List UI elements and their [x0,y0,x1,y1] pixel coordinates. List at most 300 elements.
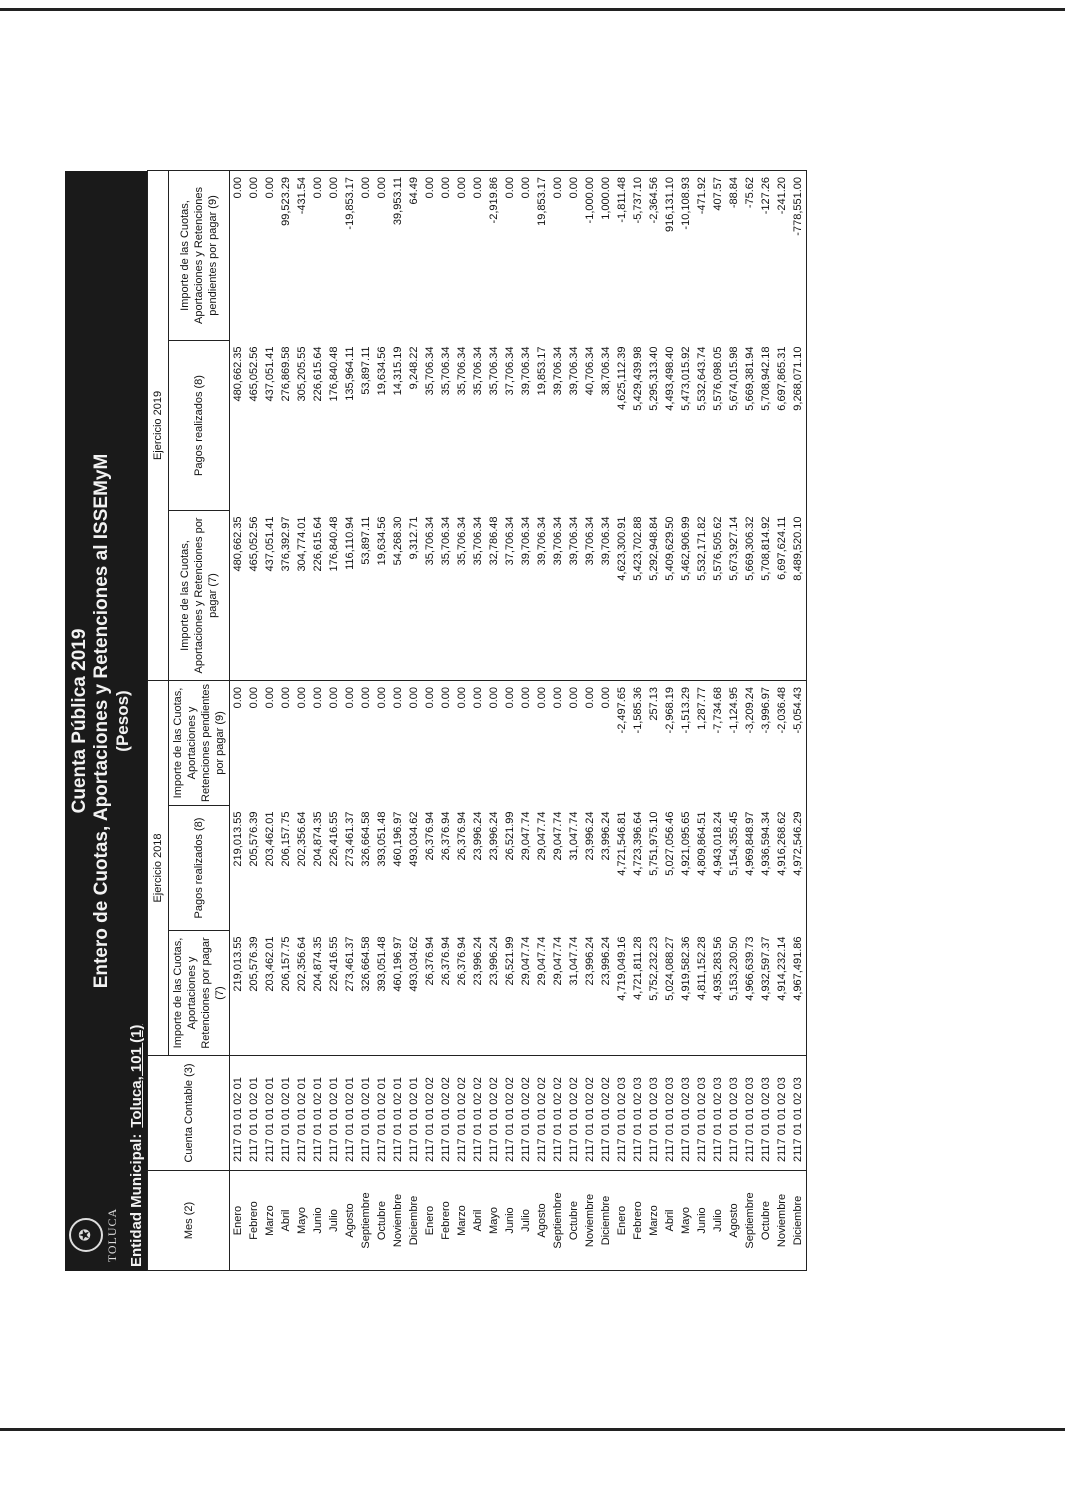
table-row [358,170,374,1270]
cell-cuenta: 2117 01 01 02 01 [230,1056,247,1171]
cell-2019-pagos: 6,697,865.31 [776,346,788,411]
cell-cuenta: 2117 01 01 02 02 [454,1056,470,1171]
cell-2019-pendientes: -1,000.00 [582,170,598,340]
cell-2019-pendientes: 0.00 [358,170,374,340]
cell-2018-pendientes: -1,124.95 [728,686,740,734]
table-row [582,170,598,1270]
table-row [518,170,534,1270]
cell-2018-pagos: 460,196.97 [392,811,404,867]
cell-2018-importe: 4,935,283.56 [710,931,726,1056]
cell-2018-pendientes: 257.13 [648,686,660,721]
cell-2019-importe: 480,662.35 [230,510,247,680]
cell-2018-pagos: 204,874.35 [312,811,324,867]
cell-2018-pagos: 4,809,864.51 [696,811,708,876]
cell-2019-pagos: 39,706.34 [568,346,580,396]
cell-2018-importe: 26,376.94 [422,931,438,1056]
cell-2019-importe: 376,392.97 [278,510,294,680]
cell-2019-importe: 8,489,520.10 [790,510,807,680]
cell-2018-pendientes: 0.00 [440,686,452,709]
cell-2018-importe: 23,996.24 [582,931,598,1056]
cell-2018-pendientes: 0.00 [408,686,420,709]
cell-2019-importe: 6,697,624.11 [774,510,790,680]
cell-2019-pagos: 480,662.35 [232,346,244,402]
cell-2018-importe: 29,047.74 [518,931,534,1056]
cell-2019-importe: 176,840.48 [326,510,342,680]
cell-2019-pagos: 4,625,112.39 [616,346,628,410]
table-row [438,170,454,1270]
rotated-page [10,0,1065,1496]
cell-2018-importe: 4,914,232.14 [774,931,790,1056]
cell-cuenta: 2117 01 01 02 03 [646,1056,662,1171]
cell-2019-pagos: 39,706.34 [552,346,564,396]
cell-2018-pagos: 219,013.55 [232,811,244,867]
table-row [406,170,422,1270]
cell-2019-importe: 5,462,906.99 [678,510,694,680]
cell-2018-pendientes: -3,209.24 [744,686,756,734]
cell-2018-pendientes: -1,513.29 [680,686,692,734]
cell-2019-pendientes: 0.00 [518,170,534,340]
col-2018-importe: Importe de las Cuotas, Aportaciones y Retenciones por pagar (7) [169,931,230,1056]
cell-mes: Febrero [246,1171,262,1271]
cell-mes: Febrero [438,1171,454,1271]
cell-2018-pendientes: 0.00 [536,686,548,709]
cell-2018-pagos: 4,723,396.64 [632,811,644,876]
cell-2018-importe: 4,721,811.28 [630,931,646,1056]
cell-2019-importe: 39,706.34 [582,510,598,680]
cell-mes: Abril [278,1171,294,1271]
cell-mes: Julio [326,1171,342,1271]
cell-cuenta: 2117 01 01 02 01 [342,1056,358,1171]
cell-2018-importe: 23,996.24 [470,931,486,1056]
cell-2018-pagos: 29,047.74 [520,811,532,861]
cell-2019-pendientes: 0.00 [326,170,342,340]
cell-cuenta: 2117 01 01 02 03 [790,1056,807,1171]
cell-cuenta: 2117 01 01 02 02 [582,1056,598,1171]
cell-2018-pendientes: -2,968.19 [664,686,676,734]
cell-cuenta: 2117 01 01 02 01 [406,1056,422,1171]
cell-2018-pagos: 23,996.24 [472,811,484,861]
cell-2019-pagos: 5,295,313.40 [648,346,660,411]
cell-mes: Octubre [374,1171,390,1271]
cell-2019-pendientes: 407.57 [710,170,726,340]
cell-2019-importe: 5,532,171.82 [694,510,710,680]
table-row [422,170,438,1270]
cell-2019-pendientes: 0.00 [438,170,454,340]
cell-2019-pendientes: -778,551.00 [790,170,807,340]
cell-2019-importe: 53,897.11 [358,510,374,680]
cell-2019-importe: 37,706.34 [502,510,518,680]
cell-mes: Junio [502,1171,518,1271]
cell-2018-importe: 4,719,049.16 [614,931,630,1056]
cell-mes: Enero [230,1171,247,1271]
cell-2018-importe: 393,051.48 [374,931,390,1056]
cell-mes: Enero [422,1171,438,1271]
cell-2018-pagos: 4,916,268.62 [776,811,788,876]
cell-2019-pendientes: -431.54 [294,170,310,340]
cell-2019-pendientes: -75.62 [742,170,758,340]
cell-2018-importe: 4,966,639.73 [742,931,758,1056]
cell-cuenta: 2117 01 01 02 03 [742,1056,758,1171]
table-row [758,170,774,1270]
cell-cuenta: 2117 01 01 02 02 [470,1056,486,1171]
cell-cuenta: 2117 01 01 02 03 [630,1056,646,1171]
cell-2018-importe: 4,919,582.36 [678,931,694,1056]
report-units: (Pesos) [113,690,132,752]
cell-2019-pagos: 5,473,015.92 [680,346,692,411]
cell-2018-pagos: 26,376.94 [456,811,468,861]
cell-2018-pendientes: 0.00 [600,686,612,709]
cell-2019-pagos: 19,853.17 [536,346,548,396]
cell-2019-pagos: 35,706.34 [488,346,500,396]
cell-mes: Julio [710,1171,726,1271]
cell-2019-pendientes: 0.00 [454,170,470,340]
cell-2018-pagos: 202,356.64 [296,811,308,867]
cell-mes: Abril [470,1171,486,1271]
cell-cuenta: 2117 01 01 02 03 [662,1056,678,1171]
cell-2018-pendientes: 0.00 [504,686,516,709]
cell-2018-importe: 26,376.94 [438,931,454,1056]
cell-2019-pendientes: 0.00 [566,170,582,340]
cell-mes: Julio [518,1171,534,1271]
table-row [310,170,326,1270]
cell-2018-pagos: 393,051.48 [376,811,388,867]
cell-cuenta: 2117 01 01 02 03 [774,1056,790,1171]
cell-cuenta: 2117 01 01 02 02 [518,1056,534,1171]
cell-2018-importe: 31,047.74 [566,931,582,1056]
col-mes: Mes (2) [148,1171,230,1271]
cell-2018-pendientes: 0.00 [456,686,468,709]
cell-2019-pendientes: -1,811.48 [614,170,630,340]
cell-2018-importe: 4,932,597.37 [758,931,774,1056]
cell-mes: Mayo [678,1171,694,1271]
table-row [486,170,502,1270]
cell-2019-pendientes: 0.00 [374,170,390,340]
cell-mes: Noviembre [390,1171,406,1271]
cell-2019-importe: 35,706.34 [438,510,454,680]
cell-2019-pagos: 19,634.56 [376,346,388,396]
cell-2019-pendientes: 99,523.29 [278,170,294,340]
cell-cuenta: 2117 01 01 02 01 [358,1056,374,1171]
cell-mes: Noviembre [582,1171,598,1271]
cell-mes: Diciembre [406,1171,422,1271]
table-row [470,170,486,1270]
table-row [678,170,694,1270]
cell-2018-pagos: 29,047.74 [552,811,564,861]
cell-2018-importe: 226,416.55 [326,931,342,1056]
cell-2019-pagos: 14,315.19 [392,346,404,396]
cell-2018-pendientes: 0.00 [472,686,484,709]
col-ejercicio-2018: Ejercicio 2018 [148,680,169,1055]
cell-2018-pendientes: 0.00 [488,686,500,709]
cell-cuenta: 2117 01 01 02 02 [566,1056,582,1171]
cell-2019-pendientes: 0.00 [550,170,566,340]
table-row [694,170,710,1270]
cell-2018-importe: 460,196.97 [390,931,406,1056]
cell-2018-pendientes: 0.00 [280,686,292,709]
cell-2019-importe: 437,051.41 [262,510,278,680]
cell-2018-pagos: 5,027,056.46 [664,811,676,876]
cell-2019-pagos: 5,429,439.98 [632,346,644,411]
cell-2018-importe: 5,153,230.50 [726,931,742,1056]
cell-2018-pendientes: 0.00 [296,686,308,709]
cell-2018-importe: 29,047.74 [534,931,550,1056]
cell-2019-importe: 4,623,300.91 [614,510,630,680]
cell-2019-importe: 5,423,702.88 [630,510,646,680]
cell-mes: Mayo [294,1171,310,1271]
table-row [534,170,550,1270]
cell-cuenta: 2117 01 01 02 01 [390,1056,406,1171]
cell-2018-importe: 273,461.37 [342,931,358,1056]
document [65,171,807,1271]
report-subtitle: Entero de Cuotas, Aportaciones y Retenciones al ISSEMyM [91,453,112,989]
cell-2019-pagos: 37,706.34 [504,346,516,396]
cell-2018-pagos: 4,943,018.24 [712,811,724,876]
table-row [294,170,310,1270]
table-row [390,170,406,1270]
cell-mes: Agosto [726,1171,742,1271]
cell-2019-pendientes: 0.00 [310,170,326,340]
cell-2019-pendientes: -88.84 [726,170,742,340]
cell-mes: Marzo [262,1171,278,1271]
cell-2018-pagos: 31,047.74 [568,811,580,861]
cell-2019-importe: 5,409,629.50 [662,510,678,680]
cell-2019-importe: 5,292,948.84 [646,510,662,680]
cell-2019-pagos: 176,840.48 [328,346,340,402]
cell-2018-pagos: 23,996.24 [584,811,596,861]
cell-2019-pendientes: -2,919.86 [486,170,502,340]
cell-2018-pendientes: 0.00 [424,686,436,709]
cell-2018-importe: 29,047.74 [550,931,566,1056]
cell-2019-pendientes: -127.26 [758,170,774,340]
cell-2019-pagos: 305,205.55 [296,346,308,402]
cell-mes: Diciembre [790,1171,807,1271]
cell-mes: Agosto [342,1171,358,1271]
cell-2019-importe: 39,706.34 [534,510,550,680]
cell-mes: Enero [614,1171,630,1271]
cell-2018-pendientes: -2,497.65 [616,686,628,734]
cell-2019-pagos: 39,706.34 [520,346,532,396]
col-2019-pendientes: Importe de las Cuotas, Aportaciones y Retenciones pendientes por pagar (9) [169,170,230,340]
cell-2019-importe: 39,706.34 [566,510,582,680]
header-group-row [148,170,169,1270]
cell-2019-pendientes: -2,364.56 [646,170,662,340]
cell-2018-pagos: 29,047.74 [536,811,548,861]
cell-cuenta: 2117 01 01 02 03 [614,1056,630,1171]
cell-2018-pendientes: -5,054.43 [790,680,807,805]
cell-2018-pendientes: -3,996.97 [760,686,772,734]
table-row [774,170,790,1270]
cell-2019-pendientes: -5,737.10 [630,170,646,340]
cell-cuenta: 2117 01 01 02 02 [486,1056,502,1171]
cell-2019-pagos: 5,532,643.74 [696,346,708,411]
cell-2019-importe: 39,706.34 [518,510,534,680]
col-2019-importe: Importe de las Cuotas, Aportaciones y Retenciones por pagar (7) [169,510,230,680]
cell-2018-pagos: 273,461.37 [344,811,356,867]
cell-2019-pendientes: 1,000.00 [598,170,614,340]
cell-2019-pagos: 276,869.58 [280,346,292,402]
table-row [278,170,294,1270]
table-row [790,170,807,1270]
table-row [566,170,582,1270]
cell-2019-pendientes: 0.00 [422,170,438,340]
cell-2018-importe: 4,811,152.28 [694,931,710,1056]
table-row [262,170,278,1270]
cell-2018-pendientes: 0.00 [520,686,532,709]
cell-cuenta: 2117 01 01 02 03 [678,1056,694,1171]
cell-2018-importe: 26,521.99 [502,931,518,1056]
cell-2019-importe: 5,669,306.32 [742,510,758,680]
cell-2019-pagos: 5,576,098.05 [712,346,724,411]
cell-2018-pagos: 4,921,095.65 [680,811,692,876]
cell-2018-importe: 206,157.75 [278,931,294,1056]
cell-mes: Octubre [758,1171,774,1271]
table-row [326,170,342,1270]
cell-2019-importe: 35,706.34 [470,510,486,680]
cell-2019-pagos: 135,964.11 [344,346,356,401]
cell-2018-pendientes: 0.00 [568,686,580,709]
cell-2018-pagos: 5,154,355.45 [728,811,740,876]
cell-2018-pendientes: 0.00 [344,686,356,709]
report-title: Cuenta Pública 2019 [69,628,90,814]
table-row [502,170,518,1270]
cell-2018-importe: 203,462.01 [262,931,278,1056]
cell-2019-importe: 116,110.94 [342,510,358,680]
table-row [710,170,726,1270]
cell-cuenta: 2117 01 01 02 01 [262,1056,278,1171]
cell-2019-pendientes: 916,131.10 [662,170,678,340]
cell-2018-pagos: 203,462.01 [264,811,276,867]
cell-2018-pagos: 326,664.58 [360,811,372,867]
table-row [726,170,742,1270]
cell-2018-importe: 204,874.35 [310,931,326,1056]
cell-2018-importe: 326,664.58 [358,931,374,1056]
cell-mes: Septiembre [550,1171,566,1271]
cell-cuenta: 2117 01 01 02 03 [694,1056,710,1171]
col-ejercicio-2019: Ejercicio 2019 [148,170,169,680]
cell-cuenta: 2117 01 01 02 01 [326,1056,342,1171]
cell-2018-pagos: 5,751,975.10 [648,811,660,876]
cell-mes: Febrero [630,1171,646,1271]
cell-2019-pagos: 35,706.34 [424,346,436,396]
logo-text: TOLUCA [105,1207,119,1263]
cell-2018-pagos: 4,721,546.81 [616,811,628,876]
cell-2019-importe: 32,786.48 [486,510,502,680]
cell-mes: Diciembre [598,1171,614,1271]
cell-2018-pendientes: -7,734.68 [712,686,724,734]
cell-2019-importe: 226,615.64 [310,510,326,680]
cell-2018-pendientes: 0.00 [232,686,244,709]
cell-mes: Octubre [566,1171,582,1271]
cell-2019-pagos: 9,268,071.10 [790,340,807,510]
cell-2018-pagos: 493,034.62 [408,811,420,867]
cell-2018-pagos: 26,376.94 [424,811,436,861]
cell-2019-pendientes: -471.92 [694,170,710,340]
cell-2018-importe: 202,356.64 [294,931,310,1056]
cell-2019-pagos: 4,493,498.40 [664,346,676,411]
cell-2019-pendientes: -241.20 [774,170,790,340]
cell-cuenta: 2117 01 01 02 01 [374,1056,390,1171]
cell-2019-importe: 5,708,814.92 [758,510,774,680]
cell-2019-pendientes: 0.00 [502,170,518,340]
entity-line [128,1025,145,1267]
table-row [246,170,262,1270]
cell-2019-importe: 19,634.56 [374,510,390,680]
cell-2019-pagos: 9,248.22 [408,346,420,390]
cell-mes: Mayo [486,1171,502,1271]
cell-2018-pagos: 23,996.24 [600,811,612,861]
cell-2019-pagos: 35,706.34 [440,346,452,396]
cell-2018-pagos: 26,376.94 [440,811,452,861]
cell-mes: Junio [310,1171,326,1271]
cell-2019-importe: 35,706.34 [422,510,438,680]
coat-of-arms-icon: ✪ [69,1218,103,1252]
cell-2018-pagos: 4,969,848.97 [744,811,756,876]
table-row [454,170,470,1270]
cell-2019-pendientes: 0.00 [470,170,486,340]
cell-2018-pagos: 4,936,594.34 [760,811,772,876]
cell-2018-pagos: 205,576.39 [248,811,260,867]
cell-2019-importe: 54,268.30 [390,510,406,680]
table-row [630,170,646,1270]
cell-2019-importe: 5,673,927.14 [726,510,742,680]
cell-2019-pagos: 35,706.34 [456,346,468,396]
cell-2019-pendientes: -10,108.93 [678,170,694,340]
cell-2019-pagos: 5,669,381.94 [744,346,756,411]
cell-2018-pagos: 26,521.99 [504,811,516,861]
cell-2018-pendientes: 0.00 [312,686,324,709]
cell-2018-pendientes: 0.00 [584,686,596,709]
entity-label: Entidad Municipal: [128,1133,145,1267]
toluca-logo [69,1205,125,1265]
cell-cuenta: 2117 01 01 02 03 [726,1056,742,1171]
cell-cuenta: 2117 01 01 02 01 [246,1056,262,1171]
cell-2019-pagos: 40,706.34 [584,346,596,396]
table-row [646,170,662,1270]
cell-cuenta: 2117 01 01 02 03 [758,1056,774,1171]
cell-2019-pendientes: 0.00 [246,170,262,340]
cell-mes: Septiembre [358,1171,374,1271]
cell-2019-importe: 39,706.34 [550,510,566,680]
contributions-table [147,170,807,1271]
cell-2018-importe: 493,034.62 [406,931,422,1056]
cell-2018-pagos: 226,416.55 [328,811,340,867]
cell-cuenta: 2117 01 01 02 02 [422,1056,438,1171]
cell-2019-pendientes: 0.00 [262,170,278,340]
cell-2019-importe: 39,706.34 [598,510,614,680]
cell-2018-pendientes: 0.00 [392,686,404,709]
cell-2018-importe: 26,376.94 [454,931,470,1056]
cell-2019-importe: 304,774.01 [294,510,310,680]
cell-2018-importe: 205,576.39 [246,931,262,1056]
cell-2018-pendientes: 0.00 [328,686,340,709]
cell-2019-pagos: 226,615.64 [312,346,324,402]
cell-cuenta: 2117 01 01 02 01 [310,1056,326,1171]
table-row [374,170,390,1270]
table-row [230,170,247,1270]
cell-2019-importe: 5,576,505.62 [710,510,726,680]
cell-cuenta: 2117 01 01 02 02 [502,1056,518,1171]
col-2018-pendientes: Importe de las Cuotas, Aportaciones y Retenciones pendientes por pagar (9) [169,680,230,805]
cell-2019-pagos: 53,897.11 [360,346,372,395]
cell-2019-importe: 9,312.71 [406,510,422,680]
cell-2018-pendientes: 0.00 [376,686,388,709]
cell-2018-pendientes: -1,585.36 [632,686,644,734]
entity-value: Toluca, 101 (1) [128,1024,145,1128]
cell-2018-pendientes: 1,287.77 [696,686,708,730]
cell-cuenta: 2117 01 01 02 02 [550,1056,566,1171]
table-row [550,170,566,1270]
cell-2018-pagos: 23,996.24 [488,811,500,861]
